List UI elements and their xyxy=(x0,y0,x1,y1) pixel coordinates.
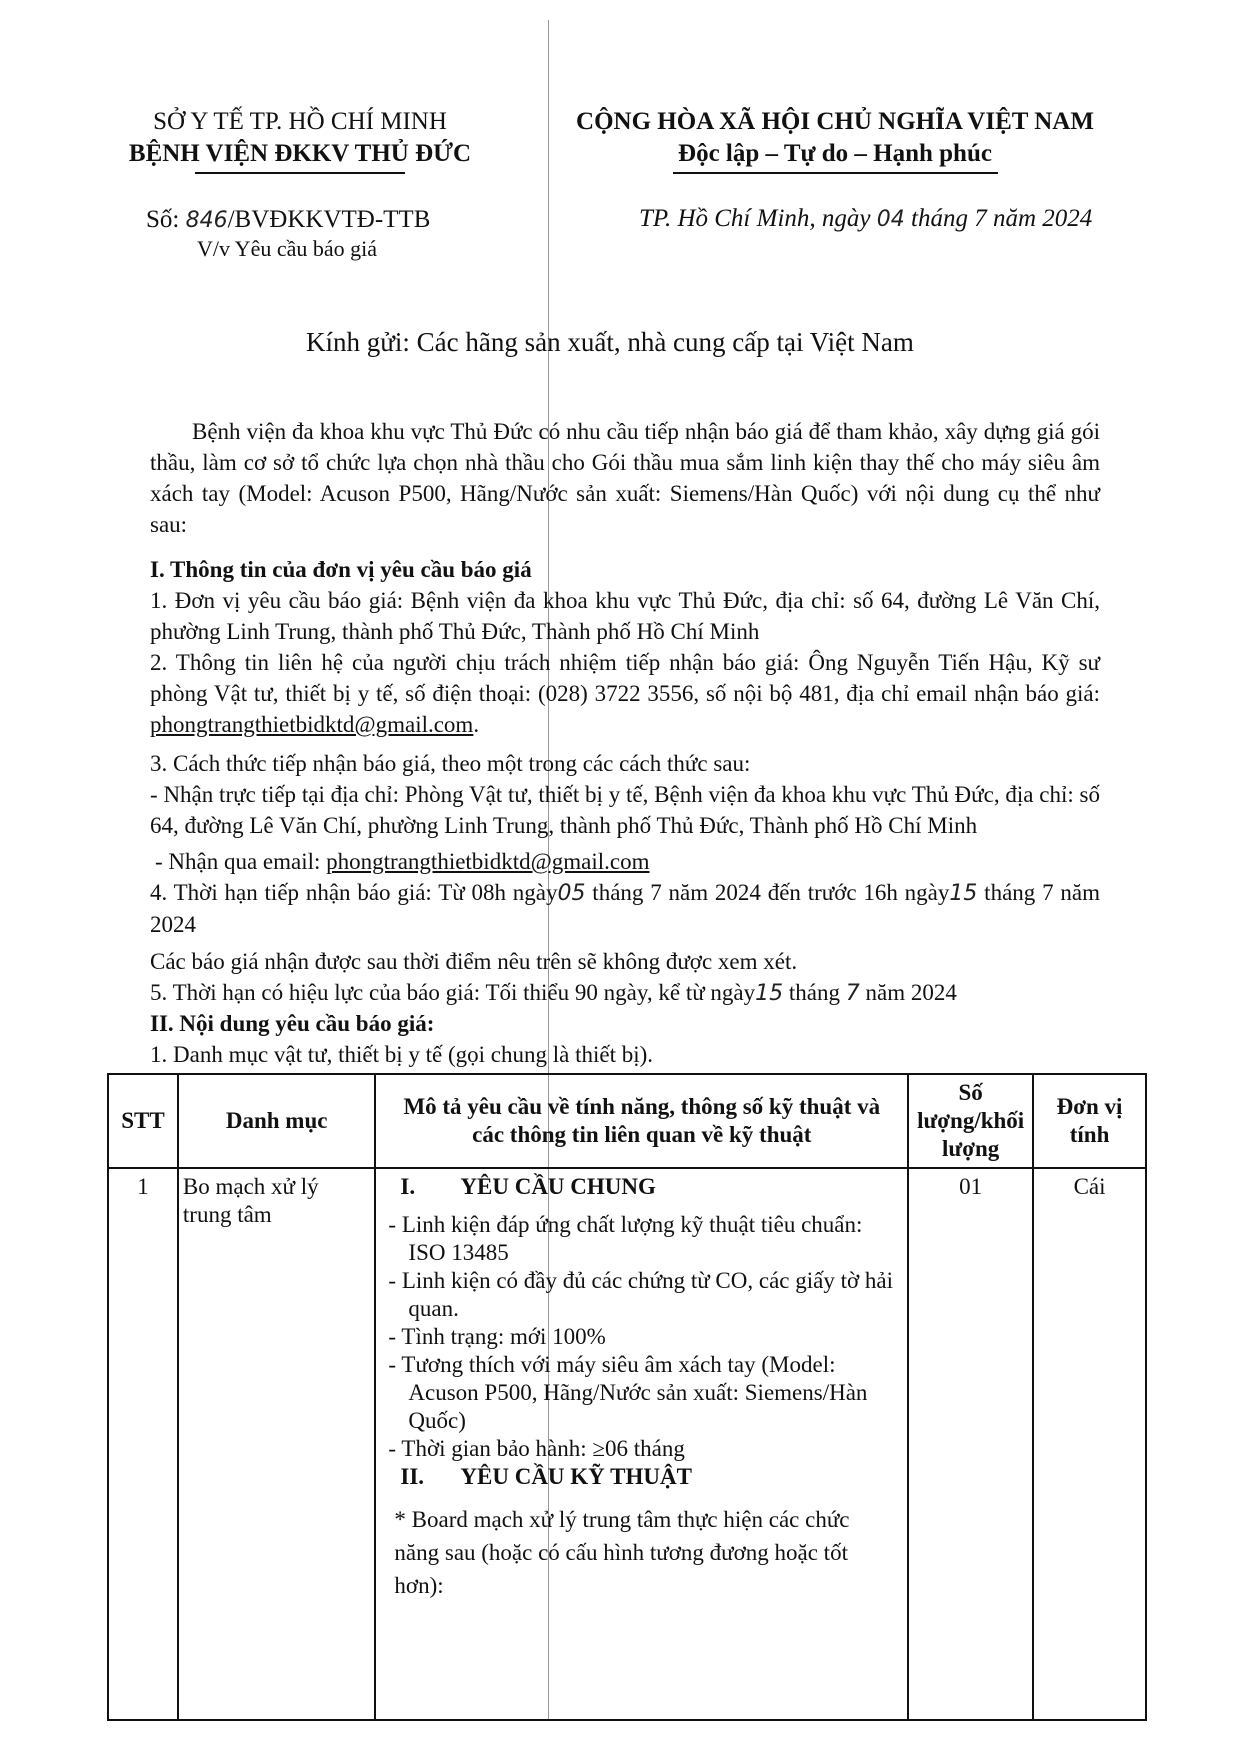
recipient-line: Kính gửi: Các hãng sản xuất, nhà cung cấp tại Việt Nam xyxy=(306,327,914,357)
section-1-item-5 xyxy=(150,977,957,1009)
header-stt: STT xyxy=(108,1074,178,1168)
contact-text: 2. Thông tin liên hệ của người chịu trách nhiệm tiếp nhận báo giá: Ông Nguyễn Tiến Hậu, Kỹ sư phòng Vật tư, thiết bị y tế, số điện thoại: (028) 3722 3556, số nội bộ 481, địa chỉ email nhận báo giá: xyxy=(150,650,1100,706)
date-prefix: TP. Hồ Chí Minh, ngày xyxy=(639,205,877,232)
country-name: CỘNG HÒA XÃ HỘI CHỦ NGHĨA VIỆT NAM xyxy=(576,108,1094,135)
doc-no-prefix: Số: xyxy=(146,206,186,233)
issuer-block xyxy=(100,106,500,174)
requirements-table xyxy=(107,1073,1147,1721)
technical-title: YÊU CẦU KỸ THUẬT xyxy=(460,1464,692,1489)
general-title: YÊU CẦU CHUNG xyxy=(460,1174,656,1199)
table-row xyxy=(108,1168,1146,1720)
section-1-item-3a: - Nhận trực tiếp tại địa chỉ: Phòng Vật tư, thiết bị y tế, Bệnh viện đa khoa khu vực Thủ Đức, địa chỉ: số 64, đường Lê Văn Chí, phường Linh Trung, thành phố Thủ Đức, Thành phố Hồ Chí Minh xyxy=(150,782,1100,838)
email-method-prefix: - Nhận qua email: xyxy=(155,849,327,874)
section-1-item-3: 3. Cách thức tiếp nhận báo giá, theo một trong các cách thức sau: xyxy=(150,751,751,776)
validity-month: 7 xyxy=(845,981,860,1006)
doc-no-handwritten: 846 xyxy=(185,208,228,233)
header-quantity: Số lượng/khối lượng xyxy=(908,1074,1033,1168)
document-date xyxy=(639,204,1092,235)
row-description xyxy=(375,1168,908,1720)
general-bullets xyxy=(384,1211,893,1463)
national-header xyxy=(545,106,1125,174)
section-2-item-1: 1. Danh mục vật tư, thiết bị y tế (gọi chung là thiết bị). xyxy=(150,1042,654,1067)
table-header-row xyxy=(108,1074,1146,1168)
technical-number: II. xyxy=(400,1464,425,1489)
deadline-text-b: tháng 7 năm 2024 đến trước 16h ngày xyxy=(585,880,950,905)
validity-text-a: 5. Thời hạn có hiệu lực của báo giá: Tối thiểu 90 ngày, kể từ ngày xyxy=(150,980,756,1005)
doc-no-suffix: /BVĐKKVTĐ-TTB xyxy=(227,206,431,233)
bullet-item: - Tình trạng: mới 100% xyxy=(388,1324,606,1349)
general-requirements-heading xyxy=(384,1173,893,1201)
section-1-item-4 xyxy=(150,877,1100,940)
row-unit: Cái xyxy=(1033,1168,1146,1720)
date-day-handwritten: 04 xyxy=(876,207,905,232)
header-description: Mô tả yêu cầu về tính năng, thông số kỹ thuật và các thông tin liên quan về kỹ thuật xyxy=(375,1074,908,1168)
section-2-title: II. Nội dung yêu cầu báo giá: xyxy=(150,1011,435,1036)
section-1-item-2 xyxy=(150,647,1100,740)
hospital-underline xyxy=(195,172,405,174)
row-quantity: 01 xyxy=(908,1168,1033,1720)
row-name: Bo mạch xử lý trung tâm xyxy=(178,1168,376,1720)
hospital-name: BỆNH VIỆN ĐKKV THỦ ĐỨC xyxy=(128,140,472,167)
validity-text-c: năm 2024 xyxy=(859,980,957,1005)
validity-text-b: tháng xyxy=(783,980,846,1005)
document-number xyxy=(146,205,430,236)
contact-email-link[interactable]: phongtrangthietbidktd@gmail.com xyxy=(150,712,474,737)
validity-day: 15 xyxy=(755,981,784,1006)
section-1-item-3b xyxy=(155,846,650,877)
bullet-item: - Linh kiện đáp ứng chất lượng kỹ thuật tiêu chuẩn: ISO 13485 xyxy=(388,1212,863,1265)
bullet-item: - Thời gian bảo hành: ≥06 tháng xyxy=(388,1436,685,1461)
intro-paragraph: Bệnh viện đa khoa khu vực Thủ Đức có nhu cầu tiếp nhận báo giá để tham khảo, xây dựng giá gói thầu, làm cơ sở tổ chức lựa chọn nhà thầu cho Gói thầu mua sắm linh kiện thay thế cho máy siêu âm xách tay (Model: Acuson P500, Hãng/Nước sản xuất: Siemens/Hàn Quốc) với nội dung cụ thể như sau: xyxy=(150,419,1100,537)
section-1-item-4-note: Các báo giá nhận được sau thời điểm nêu trên sẽ không được xem xét. xyxy=(150,949,798,974)
document-subject: V/v Yêu cầu báo giá xyxy=(197,236,378,261)
department-name: SỞ Y TẾ TP. HỒ CHÍ MINH xyxy=(153,108,447,135)
header-name: Danh mục xyxy=(178,1074,376,1168)
motto-underline xyxy=(673,172,998,174)
general-number: I. xyxy=(400,1174,416,1199)
header-unit: Đơn vị tính xyxy=(1033,1074,1146,1168)
deadline-text-a: 4. Thời hạn tiếp nhận báo giá: Từ 08h ngày xyxy=(150,880,558,905)
quote-email-link[interactable]: phongtrangthietbidktd@gmail.com xyxy=(326,849,650,874)
deadline-day-end: 15 xyxy=(949,881,978,906)
technical-requirements-heading xyxy=(384,1463,893,1491)
bullet-item: - Linh kiện có đầy đủ các chứng từ CO, các giấy tờ hải quan. xyxy=(388,1268,894,1321)
row-stt: 1 xyxy=(108,1168,178,1720)
deadline-day-start: 05 xyxy=(557,881,586,906)
date-suffix: tháng 7 năm 2024 xyxy=(904,205,1093,232)
section-1-item-1: 1. Đơn vị yêu cầu báo giá: Bệnh viện đa khoa khu vực Thủ Đức, địa chỉ: số 64, đường Lê Văn Chí, phường Linh Trung, thành phố Thủ Đức, Thành phố Hồ Chí Minh xyxy=(150,588,1100,644)
section-1-title: I. Thông tin của đơn vị yêu cầu báo giá xyxy=(150,557,532,582)
contact-end: . xyxy=(473,712,480,737)
technical-text: * Board mạch xử lý trung tâm thực hiện các chức năng sau (hoặc có cấu hình tương đương hoặc tốt hơn): xyxy=(394,1507,850,1598)
deadline-text-c: tháng 7 năm 2024 xyxy=(150,880,1100,937)
national-motto: Độc lập – Tự do – Hạnh phúc xyxy=(678,140,992,167)
bullet-item: - Tương thích với máy siêu âm xách tay (Model: Acuson P500, Hãng/Nước sản xuất: Siemens/Hàn Quốc) xyxy=(388,1352,868,1433)
